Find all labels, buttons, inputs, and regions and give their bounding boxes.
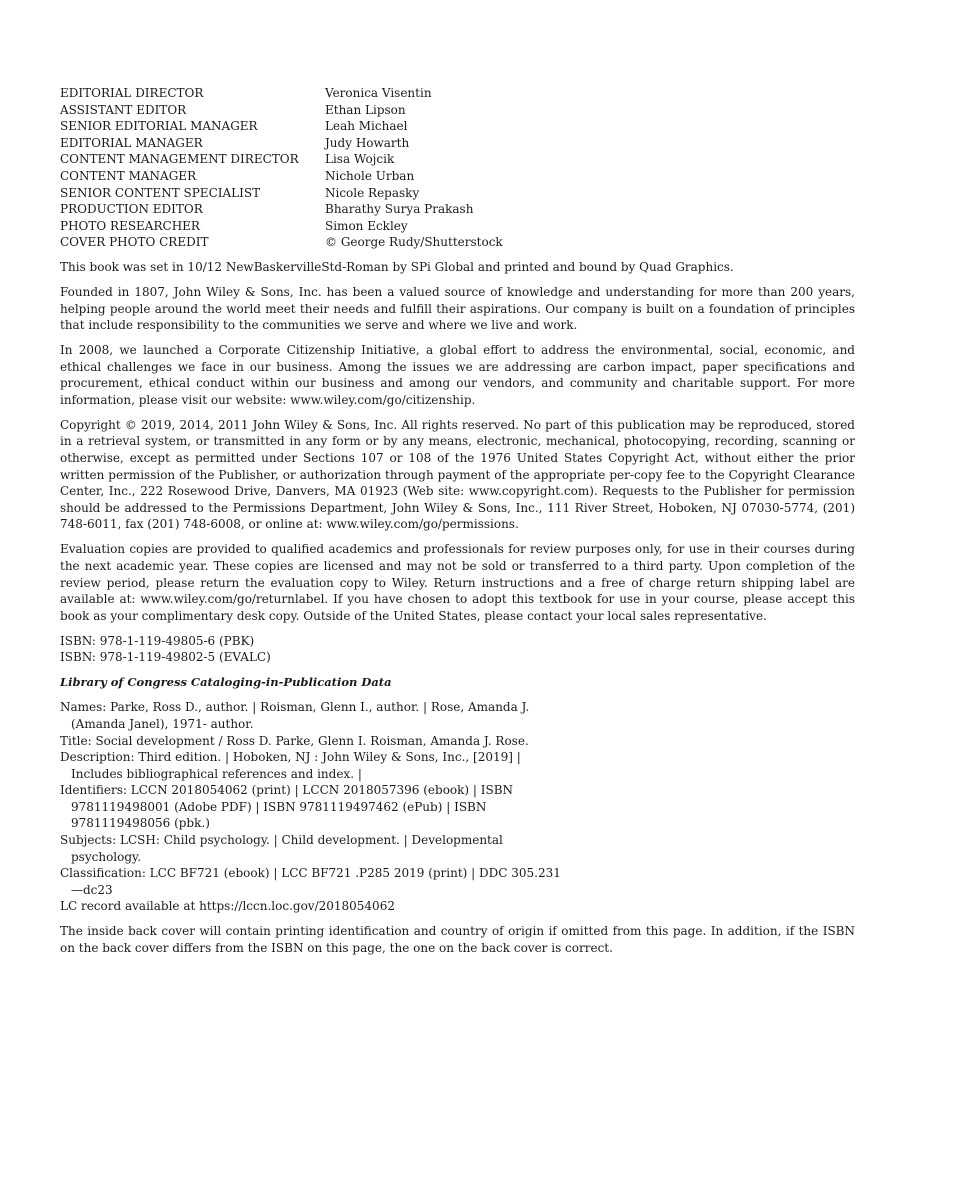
staff-name: Ethan Lipson	[325, 102, 406, 117]
staff-credit-row	[60, 118, 855, 135]
isbn-line: ISBN: 978-1-119-49802-5 (EVALC)	[60, 650, 271, 665]
staff-role: CONTENT MANAGER	[60, 168, 197, 183]
closing-note: The inside back cover will contain printing identification and country of origin if omitted from this page. In addition, if the ISBN on the back cover differs from the ISBN on this page, the one on the back cover is correct.	[60, 924, 855, 956]
staff-name: Leah Michael	[325, 119, 408, 134]
staff-credit-row	[60, 185, 855, 202]
cip-description: Description: Third edition. | Hoboken, NJ : John Wiley & Sons, Inc., [2019] | Includes bibliographical references and index. |	[60, 750, 521, 781]
citizenship-paragraph: In 2008, we launched a Corporate Citizenship Initiative, a global effort to address the environmental, social, economic, and ethical challenges we face in our business. Among the issues we are addressing are carbon impact, paper specifications and procurement, ethical conduct within our business and among our vendors, and community and charitable support. For more information, please visit our website: www.wiley.com/go/citizenship.	[60, 343, 855, 407]
cip-classification: Classification: LCC BF721 (ebook) | LCC BF721 .P285 2019 (print) | DDC 305.231—dc23	[60, 866, 561, 897]
staff-role: EDITORIAL DIRECTOR	[60, 86, 204, 100]
cip-data-block	[60, 699, 855, 915]
staff-role: SENIOR CONTENT SPECIALIST	[60, 185, 261, 200]
isbn-block	[60, 633, 855, 666]
staff-credit-row	[60, 151, 855, 168]
staff-name: Bharathy Surya Prakash	[325, 202, 474, 217]
cip-subjects: Subjects: LCSH: Child psychology. | Child development. | Developmental psychology.	[60, 833, 503, 864]
cip-title: Title: Social development / Ross D. Parke, Glenn I. Roisman, Amanda J. Rose.	[60, 733, 529, 748]
staff-name: Simon Eckley	[325, 218, 408, 233]
staff-credit-row	[60, 218, 855, 235]
staff-name: © George Rudy/Shutterstock	[325, 235, 503, 250]
typesetting-note: This book was set in 10/12 NewBaskervilleStd-Roman by SPi Global and printed and bound by Quad Graphics.	[60, 259, 734, 274]
staff-role: CONTENT MANAGEMENT DIRECTOR	[60, 152, 299, 167]
staff-name: Judy Howarth	[325, 135, 410, 150]
staff-role: COVER PHOTO CREDIT	[60, 235, 209, 250]
evaluation-copies-paragraph: Evaluation copies are provided to qualified academics and professionals for review purposes only, for use in their courses during the next academic year. These copies are licensed and may not be sold or transferred to a third party. Upon completion of the review period, please return the evaluation copy to Wiley. Return instructions and a free of charge return shipping label are available at: www.wiley.com/go/returnlabel. If you have chosen to adopt this textbook for use in your course, please accept this book as your complimentary desk copy. Outside of the United States, please contact your local sales representative.	[60, 542, 855, 623]
staff-role: SENIOR EDITORIAL MANAGER	[60, 119, 258, 134]
cip-identifiers: Identifiers: LCCN 2018054062 (print) | LCCN 2018057396 (ebook) | ISBN 9781119498001 (Adobe PDF) | ISBN 9781119497462 (ePub) | ISBN 9781119498056 (pbk.)	[60, 783, 514, 831]
staff-role: PHOTO RESEARCHER	[60, 218, 200, 233]
staff-credit-row	[60, 201, 855, 218]
staff-role: ASSISTANT EDITOR	[60, 102, 187, 117]
staff-role: EDITORIAL MANAGER	[60, 135, 203, 150]
cip-names: Names: Parke, Ross D., author. | Roisman, Glenn I., author. | Rose, Amanda J. (Amanda Janel), 1971- author.	[60, 700, 530, 731]
staff-credit-row	[60, 135, 855, 152]
company-founding-paragraph: Founded in 1807, John Wiley & Sons, Inc. has been a valued source of knowledge and understanding for more than 200 years, helping people around the world meet their needs and fulfill their aspirations. Our company is built on a foundation of principles that include responsibility to the communities we serve and where we live and work.	[60, 284, 855, 333]
cip-heading: Library of Congress Cataloging-in-Publication Data	[60, 675, 392, 690]
staff-credit-row	[60, 85, 855, 102]
staff-name: Nicole Repasky	[325, 185, 420, 200]
copyright-paragraph: Copyright © 2019, 2014, 2011 John Wiley & Sons, Inc. All rights reserved. No part of this publication may be reproduced, stored in a retrieval system, or transmitted in any form or by any means, electronic, mechanical, photocopying, recording, scanning or otherwise, except as permitted under Sections 107 or 108 of the 1976 United States Copyright Act, without either the prior written permission of the Publisher, or authorization through payment of the appropriate per-copy fee to the Copyright Clearance Center, Inc., 222 Rosewood Drive, Danvers, MA 01923 (Web site: www.copyright.com). Requests to the Publisher for permission should be addressed to the Permissions Department, John Wiley & Sons, Inc., 111 River Street, Hoboken, NJ 07030-5774, (201) 748-6011, fax (201) 748-6008, or online at: www.wiley.com/go/permissions.	[60, 417, 855, 532]
staff-name: Veronica Visentin	[325, 86, 432, 100]
copyright-page	[60, 85, 855, 957]
staff-name: Nichole Urban	[325, 168, 415, 183]
staff-credit-row	[60, 168, 855, 185]
staff-credits-list	[60, 85, 855, 251]
staff-credit-row	[60, 234, 855, 251]
cip-lc-record: LC record available at https://lccn.loc.gov/2018054062	[60, 899, 395, 914]
staff-credit-row	[60, 102, 855, 119]
staff-role: PRODUCTION EDITOR	[60, 202, 203, 217]
isbn-line: ISBN: 978-1-119-49805-6 (PBK)	[60, 633, 255, 648]
staff-name: Lisa Wojcik	[325, 152, 395, 167]
